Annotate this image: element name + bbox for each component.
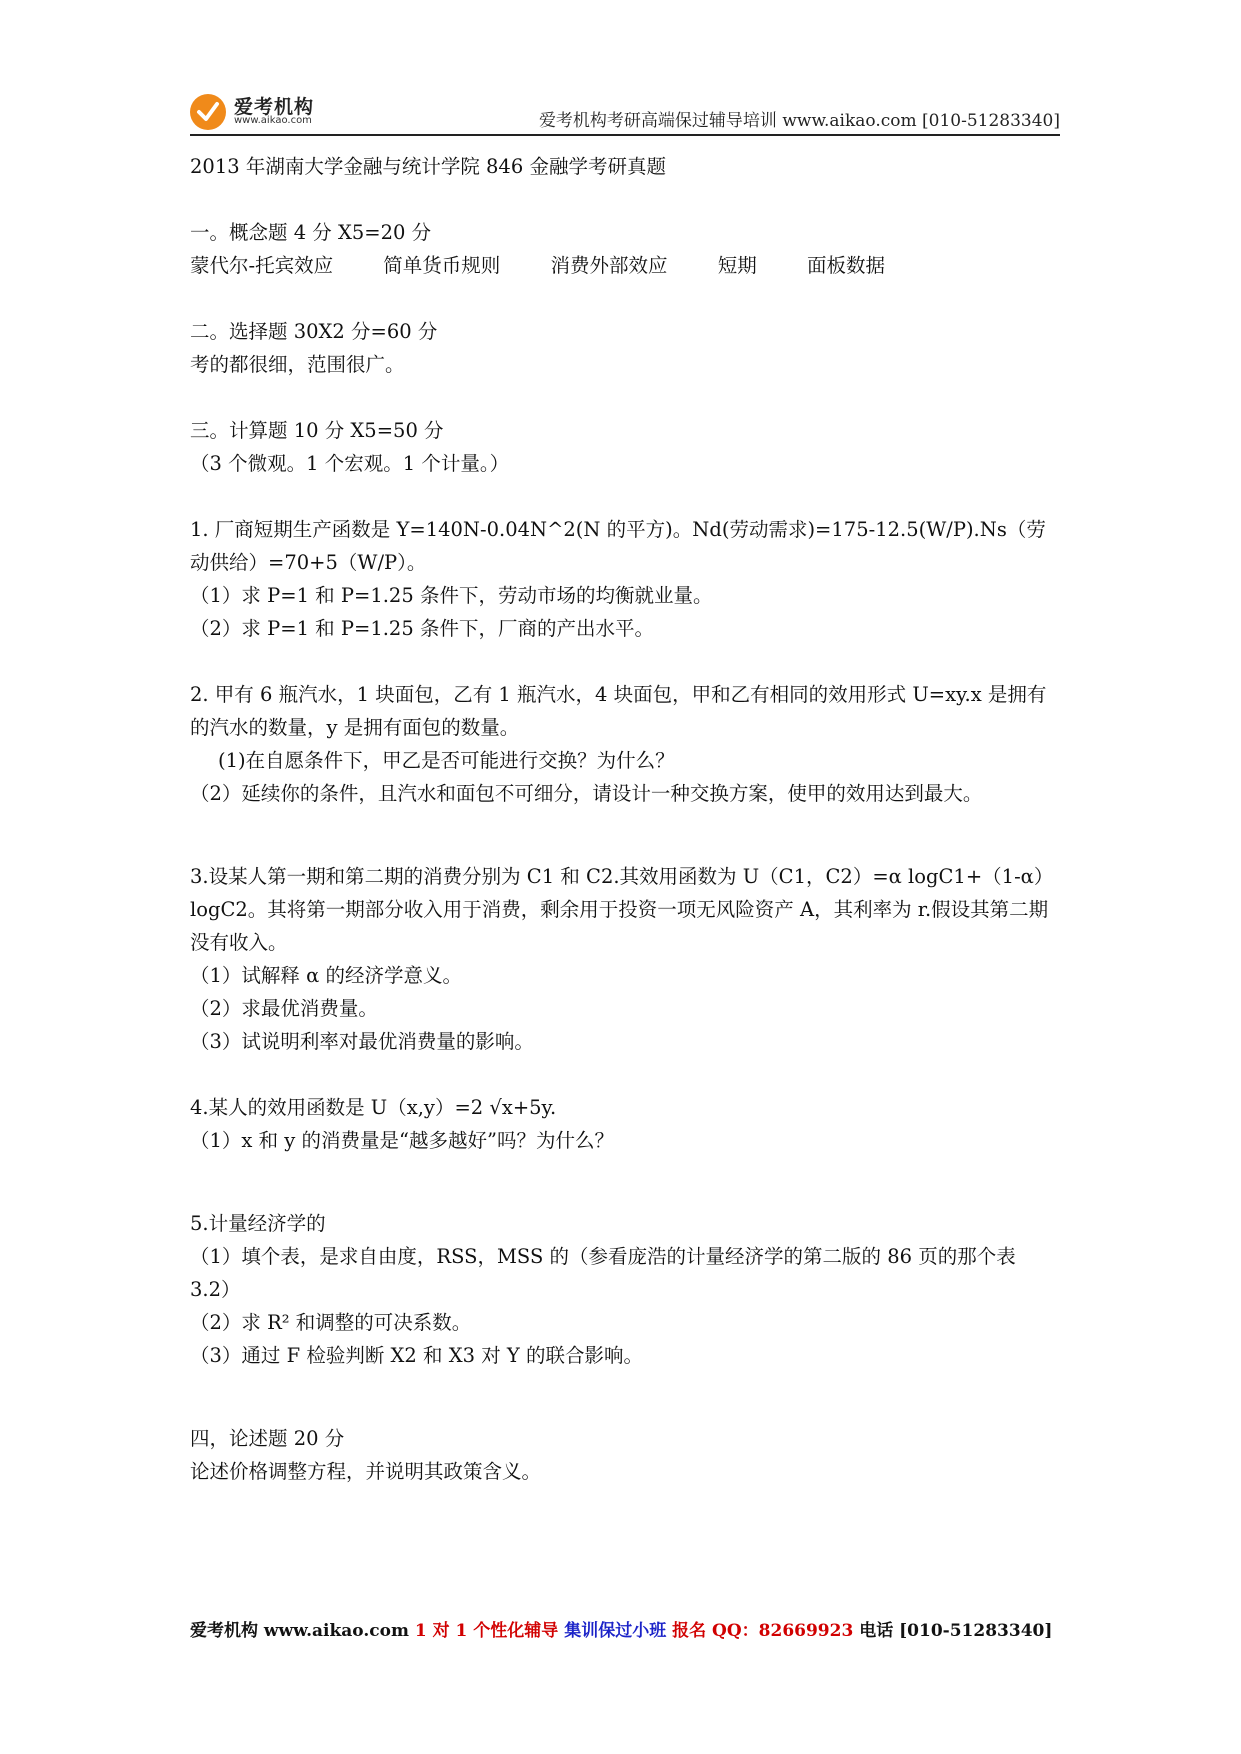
question-5-stem: 5.计量经济学的 — [190, 1212, 326, 1235]
footer-qq: 报名 QQ：82669923 — [672, 1621, 860, 1641]
footer-tutoring: 1 对 1 个性化辅导 — [414, 1621, 565, 1641]
section-3-heading: 三。计算题 10 分 X5=50 分 — [190, 419, 444, 442]
question-4-part-a: （1）x 和 y 的消费量是“越多越好”吗？为什么？ — [190, 1129, 614, 1152]
concept-item: 简单货币规则 — [383, 254, 501, 277]
concept-item: 短期 — [717, 254, 757, 277]
concept-item: 面板数据 — [806, 254, 885, 277]
question-4-stem: 4.某人的效用函数是 U（x,y）=2 √x+5y. — [190, 1096, 557, 1119]
question-2-part-a: (1)在自愿条件下，甲乙是否可能进行交换？为什么？ — [218, 749, 675, 772]
page-header — [190, 82, 1060, 136]
logo-url: www.aikao.com — [234, 115, 312, 126]
question-5-part-c: （3）通过 F 检验判断 X2 和 X3 对 Y 的联合影响。 — [190, 1344, 643, 1367]
page-footer — [190, 1616, 1060, 1641]
section-3-note: （3 个微观。1 个宏观。1 个计量。） — [190, 452, 510, 475]
exam-content — [190, 150, 1060, 1488]
section-4-heading: 四，论述题 20 分 — [190, 1427, 345, 1450]
section-2-heading: 二。选择题 30X2 分=60 分 — [190, 320, 438, 343]
question-5-part-a: （1）填个表，是求自由度，RSS，MSS 的（参看庞浩的计量经济学的第二版的 86 页的那个表 3.2） — [190, 1245, 1016, 1301]
section-4-question: 论述价格调整方程，并说明其政策含义。 — [190, 1460, 542, 1483]
question-1-part-b: （2）求 P=1 和 P=1.25 条件下，厂商的产出水平。 — [190, 617, 654, 640]
question-3-part-c: （3）试说明利率对最优消费量的影响。 — [190, 1030, 534, 1053]
question-3-part-b: （2）求最优消费量。 — [190, 997, 378, 1020]
question-1-part-a: （1）求 P=1 和 P=1.25 条件下，劳动市场的均衡就业量。 — [190, 584, 713, 607]
footer-brand: 爱考机构 www.aikao.com — [190, 1621, 415, 1641]
concept-item: 蒙代尔-托宾效应 — [190, 254, 334, 277]
section-2-note: 考的都很细，范围很广。 — [190, 353, 405, 376]
footer-class: 集训保过小班 — [564, 1621, 673, 1641]
logo-name: 爱考机构 — [234, 96, 315, 118]
document-title: 2013 年湖南大学金融与统计学院 846 金融学考研真题 — [190, 155, 666, 178]
question-2-part-b: （2）延续你的条件，且汽水和面包不可细分，请设计一种交换方案，使甲的效用达到最大。 — [190, 782, 983, 805]
brand-logo — [190, 88, 360, 130]
concept-item: 消费外部效应 — [550, 254, 668, 277]
question-2-stem: 2. 甲有 6 瓶汽水，1 块面包，乙有 1 瓶汽水，4 块面包，甲和乙有相同的效用形式 U=xy.x 是拥有的汽水的数量，y 是拥有面包的数量。 — [190, 683, 1047, 739]
question-3-stem: 3.设某人第一期和第二期的消费分别为 C1 和 C2.其效用函数为 U（C1，C2）=α logC1+（1-α）logC2。其将第一期部分收入用于消费，剩余用于投资一项无风险资产 A，其利率为 r.假设其第二期没有收入。 — [190, 865, 1054, 954]
question-5-part-b: （2）求 R² 和调整的可决系数。 — [190, 1311, 472, 1334]
question-3-part-a: （1）试解释 α 的经济学意义。 — [190, 964, 462, 987]
concept-list — [190, 249, 1060, 282]
question-1-stem: 1. 厂商短期生产函数是 Y=140N-0.04N^2(N 的平方)。Nd(劳动需求)=175-12.5(W/P).Ns（劳动供给）=70+5（W/P）。 — [190, 518, 1046, 574]
checkmark-icon — [190, 94, 226, 130]
header-tagline: 爱考机构考研高端保过辅导培训 www.aikao.com [010-51283340] — [538, 111, 1060, 131]
section-1-heading: 一。概念题 4 分 X5=20 分 — [190, 221, 432, 244]
footer-phone: 电话 [010-51283340] — [859, 1621, 1053, 1641]
